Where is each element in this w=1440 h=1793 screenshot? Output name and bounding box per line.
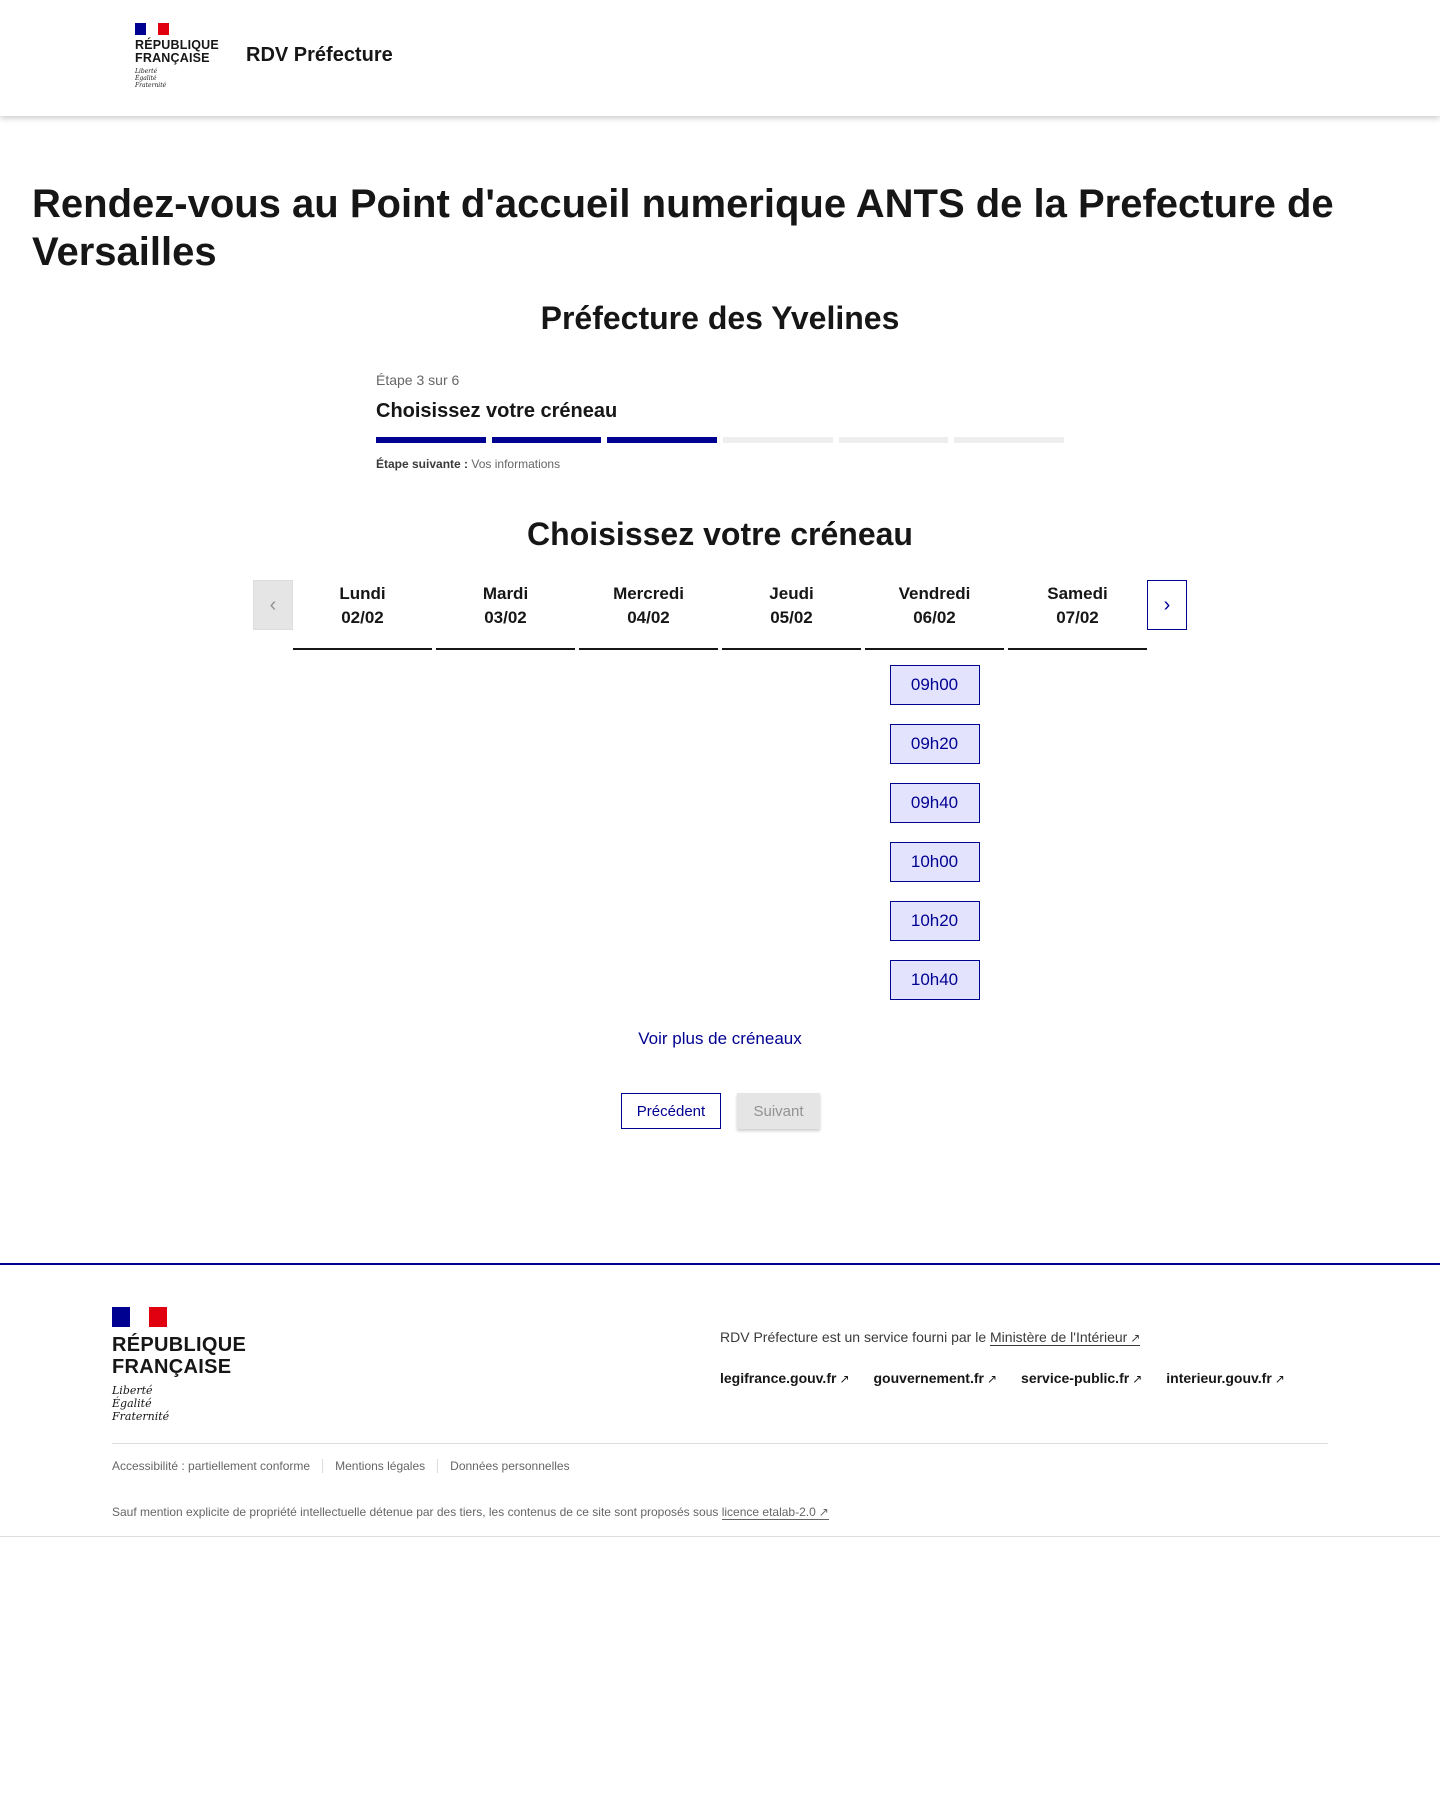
slots-title: Choisissez votre créneau	[527, 516, 913, 552]
licence-etalab-label: licence etalab-2.0	[721, 1505, 816, 1519]
day-column	[1008, 580, 1147, 1000]
footer-link-label: interieur.gouv.fr	[1166, 1370, 1272, 1386]
footer-link[interactable]	[1166, 1370, 1285, 1388]
day-name: Jeudi	[769, 584, 814, 603]
day-date: 03/02	[484, 608, 527, 627]
day-header	[865, 580, 1004, 650]
stepper-segment	[607, 437, 717, 443]
day-header	[579, 580, 718, 650]
day-column	[865, 580, 1004, 1000]
calendar-days	[293, 580, 1147, 1000]
logo-line-2: FRANÇAISE	[135, 51, 210, 65]
ministere-interieur-link[interactable]	[990, 1329, 1140, 1346]
day-header	[1008, 580, 1147, 650]
footer-bottom-link[interactable]: Accessibilité : partiellement conforme	[112, 1459, 311, 1473]
stepper-state: Étape 3 sur 6	[376, 372, 460, 388]
day-name: Samedi	[1047, 584, 1108, 603]
day-date: 06/02	[913, 608, 956, 627]
marianne-flag-icon	[135, 23, 169, 35]
external-link-icon: ↗	[1132, 1372, 1143, 1386]
next-week-button[interactable]	[1147, 580, 1187, 630]
more-slots-link[interactable]: Voir plus de créneaux	[638, 1029, 802, 1048]
stepper-segment	[492, 437, 602, 443]
footer-link-label: gouvernement.fr	[873, 1370, 984, 1386]
next-button[interactable]: Suivant	[737, 1093, 820, 1129]
stepper	[376, 372, 1064, 471]
chevron-left-icon: ‹	[269, 593, 277, 616]
footer-links	[720, 1370, 1285, 1388]
footer-bottom-link[interactable]: Données personnelles	[437, 1459, 581, 1473]
previous-week-button[interactable]	[253, 580, 293, 630]
previous-button[interactable]: Précédent	[621, 1093, 721, 1129]
external-link-icon: ↗	[1130, 1331, 1141, 1345]
footer-republique-francaise-logo[interactable]	[112, 1307, 246, 1423]
license-text: Sauf mention explicite de propriété intellectuelle détenue par des tiers, les contenus de ce site sont proposés sous	[112, 1505, 719, 1519]
time-slot-button[interactable]: 09h40	[890, 783, 980, 823]
stepper-title: Choisissez votre créneau	[376, 400, 618, 422]
footer-logo-text	[112, 1334, 246, 1378]
motto-line-1: Liberté	[135, 68, 158, 75]
ministere-interieur-label: Ministère de l'Intérieur	[990, 1329, 1128, 1345]
stepper-segment	[723, 437, 833, 443]
logo-text	[135, 39, 225, 65]
day-name: Lundi	[339, 584, 386, 603]
stepper-progress-bar	[376, 437, 1064, 443]
time-slot-button[interactable]: 10h40	[890, 960, 980, 1000]
footer-bottom-links	[112, 1459, 582, 1473]
footer-motto-line-3: Fraternité	[112, 1410, 170, 1423]
footer-motto	[112, 1384, 246, 1423]
time-slot-button[interactable]: 10h20	[890, 901, 980, 941]
day-date: 07/02	[1056, 608, 1099, 627]
day-column	[436, 580, 575, 1000]
footer-link[interactable]	[874, 1370, 998, 1388]
stepper-next-step	[376, 457, 1064, 471]
day-column	[579, 580, 718, 1000]
day-name: Mercredi	[613, 584, 684, 603]
footer-description	[720, 1329, 1140, 1345]
motto-line-2: Égalité	[135, 75, 157, 82]
stepper-segment	[839, 437, 949, 443]
time-slot-button[interactable]: 09h20	[890, 724, 980, 764]
external-link-icon: ↗	[818, 1505, 829, 1519]
stepper-segment	[376, 437, 486, 443]
chevron-right-icon: ›	[1163, 593, 1171, 616]
day-date: 05/02	[770, 608, 813, 627]
footer-link-label: legifrance.gouv.fr	[720, 1370, 837, 1386]
prefecture-title: Préfecture des Yvelines	[540, 300, 900, 336]
slot-calendar	[253, 580, 1187, 1000]
day-date: 04/02	[627, 608, 670, 627]
stepper-next-value: Vos informations	[471, 457, 561, 471]
motto-line-3: Fraternité	[135, 82, 167, 89]
footer-link[interactable]	[720, 1370, 850, 1388]
day-name: Mardi	[482, 584, 529, 603]
site-footer	[0, 1263, 1440, 1537]
logo-line-1: RÉPUBLIQUE	[135, 38, 219, 52]
motto	[135, 68, 225, 89]
republique-francaise-logo[interactable]	[135, 23, 225, 95]
footer-motto-line-2: Égalité	[112, 1397, 152, 1410]
page-title: Rendez-vous au Point d'accueil numerique ANTS de la Prefecture de Versailles	[32, 182, 1334, 274]
footer-logo-line-1: RÉPUBLIQUE	[112, 1334, 247, 1356]
marianne-flag-icon	[112, 1307, 167, 1327]
service-name-link[interactable]: RDV Préfecture	[246, 44, 393, 66]
footer-link[interactable]	[1021, 1370, 1142, 1388]
day-date: 02/02	[341, 608, 384, 627]
footer-license	[112, 1505, 829, 1519]
day-column	[293, 580, 432, 1000]
time-slot-button[interactable]: 10h00	[890, 842, 980, 882]
footer-divider	[112, 1443, 1328, 1444]
day-header	[293, 580, 432, 650]
external-link-icon: ↗	[986, 1372, 998, 1386]
external-link-icon: ↗	[839, 1372, 850, 1386]
footer-bottom-link[interactable]: Mentions légales	[322, 1459, 437, 1473]
stepper-next-label: Étape suivante :	[376, 457, 469, 471]
licence-etalab-link[interactable]	[722, 1505, 829, 1520]
footer-motto-line-1: Liberté	[112, 1384, 153, 1397]
stepper-segment	[954, 437, 1064, 443]
site-header	[0, 0, 1440, 116]
footer-logo-line-2: FRANÇAISE	[112, 1356, 232, 1378]
day-header	[722, 580, 861, 650]
external-link-icon: ↗	[1274, 1372, 1285, 1386]
footer-description-text: RDV Préfecture est un service fourni par le	[720, 1329, 987, 1345]
day-header	[436, 580, 575, 650]
footer-link-label: service-public.fr	[1021, 1370, 1130, 1386]
day-column	[722, 580, 861, 1000]
time-slot-button[interactable]: 09h00	[890, 665, 980, 705]
day-name: Vendredi	[898, 584, 971, 603]
day-slots	[865, 665, 1004, 1000]
